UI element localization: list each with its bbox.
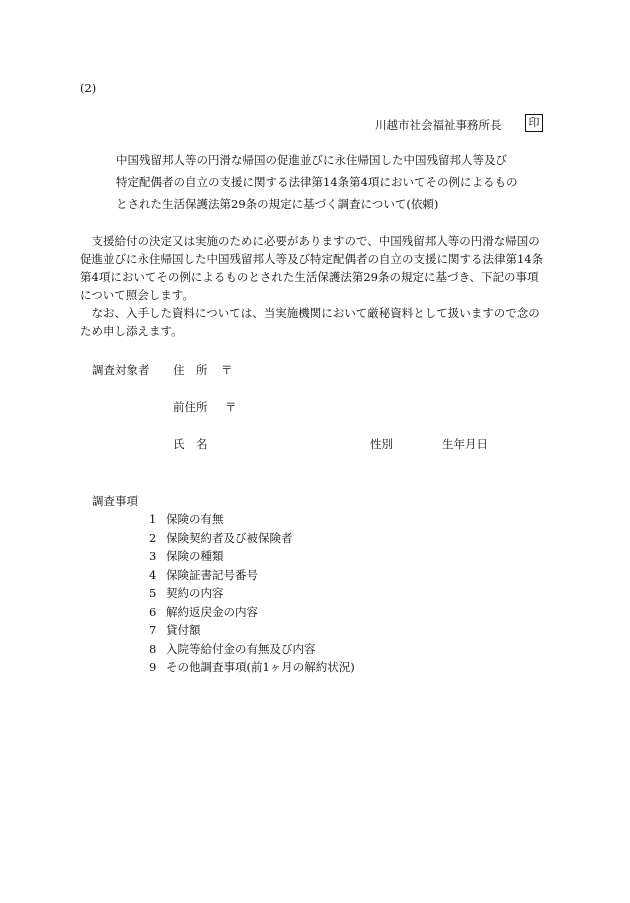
- body-line-6: ため申し添えます。: [80, 324, 183, 338]
- document-number: (2): [80, 81, 97, 95]
- item-number: 4: [149, 568, 157, 582]
- items-label: 調査事項: [92, 494, 138, 508]
- item-number: 5: [149, 586, 157, 600]
- title-line-2: 特定配偶者の自立の支援に関する法律第14条第4項においてその例によるもの: [116, 175, 518, 189]
- item-number: 2: [149, 531, 157, 545]
- item-number: 8: [149, 642, 157, 656]
- item-text: 保険の種類: [166, 549, 224, 563]
- address-postal-mark: 〒: [221, 363, 233, 377]
- dob-label: 生年月日: [442, 437, 488, 451]
- item-text: その他調査事項(前1ヶ月の解約状況): [166, 660, 355, 674]
- item-text: 貸付額: [166, 623, 201, 637]
- item-number: 3: [149, 549, 157, 563]
- item-text: 保険契約者及び被保険者: [166, 531, 293, 545]
- body-line-2: 促進並びに永住帰国した中国残留邦人等及び特定配偶者の自立の支援に関する法律第14条: [80, 252, 544, 266]
- address-label: 住 所: [173, 363, 208, 377]
- item-text: 保険証書記号番号: [166, 568, 258, 582]
- sex-label: 性別: [370, 437, 393, 451]
- item-text: 保険の有無: [166, 512, 224, 526]
- name-label: 氏 名: [173, 437, 208, 451]
- item-text: 契約の内容: [166, 586, 224, 600]
- prev-address-postal-mark: 〒: [225, 400, 237, 414]
- item-number: 1: [149, 512, 157, 526]
- seal-stamp-box: 印: [525, 114, 543, 132]
- item-number: 7: [149, 623, 157, 637]
- office-head-title: 川越市社会福祉事務所長: [375, 118, 502, 132]
- title-line-3: とされた生活保護法第29条の規定に基づく調査について(依頼): [116, 197, 439, 211]
- item-text: 解約返戻金の内容: [166, 605, 258, 619]
- prev-address-label: 前住所: [173, 400, 208, 414]
- item-number: 6: [149, 605, 157, 619]
- body-line-1: 支援給付の決定又は実施のために必要がありますので、中国残留邦人等の円滑な帰国の: [80, 234, 540, 248]
- body-line-5: なお、入手した資料については、当実施機関において厳秘資料として扱いますので念の: [80, 306, 540, 320]
- item-number: 9: [149, 660, 157, 674]
- item-text: 入院等給付金の有無及び内容: [166, 642, 316, 656]
- subject-label: 調査対象者: [92, 363, 150, 377]
- title-line-1: 中国残留邦人等の円滑な帰国の促進並びに永住帰国した中国残留邦人等及び: [116, 153, 507, 167]
- body-line-3: 第4項においてその例によるものとされた生活保護法第29条の規定に基づき、下記の事項: [80, 270, 539, 284]
- body-line-4: について照会します。: [80, 288, 194, 302]
